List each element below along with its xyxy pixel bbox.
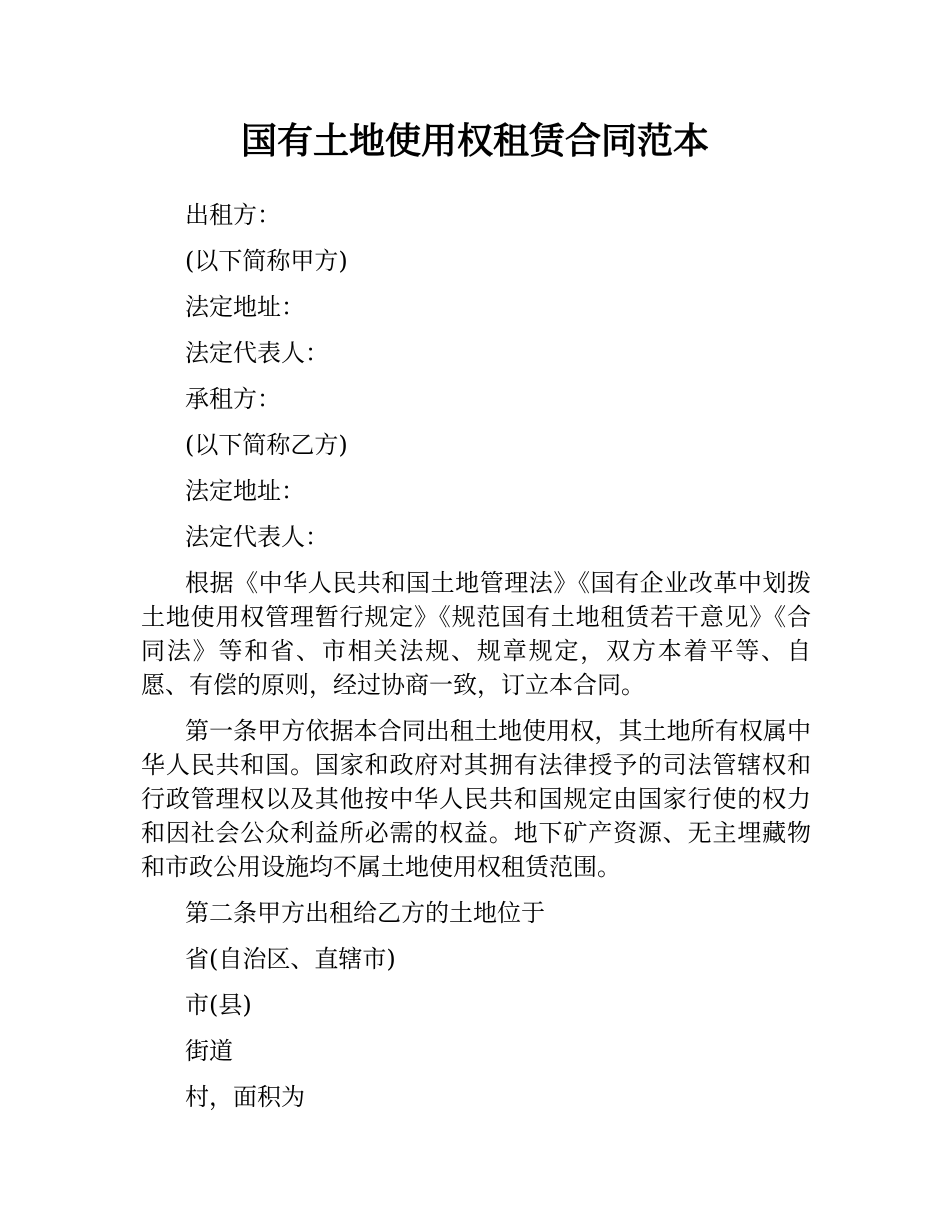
paragraph-legal-basis: 根据《中华人民共和国土地管理法》《国有企业改革中划拨土地使用权管理暂行规定》《规范国有土地租赁若干意见》《合同法》等和省、市相关法规、规章规定，双方本着平等、自愿、有偿的原则，经过协商一致，订立本合同。 xyxy=(141,569,811,699)
paragraph-lessee-address: 法定地址： xyxy=(185,477,305,505)
paragraph-lessor-representative: 法定代表人： xyxy=(185,339,329,367)
paragraph-lessor-alias: (以下简称甲方) xyxy=(185,247,348,275)
document-title: 国有土地使用权租赁合同范本 xyxy=(240,121,709,162)
document-body xyxy=(141,198,811,1126)
paragraph-lessor-address: 法定地址： xyxy=(185,293,305,321)
paragraph-city: 市(县) xyxy=(185,991,252,1019)
paragraph-article-1: 第一条甲方依据本合同出租土地使用权，其土地所有权属中华人民共和国。国家和政府对其拥有法律授予的司法管辖权和行政管理权以及其他按中华人民共和国规定由国家行使的权力和因社会公众利益所必需的权益。地下矿产资源、无主埋藏物和市政公用设施均不属土地使用权租赁范围。 xyxy=(141,717,811,881)
paragraph-article-2: 第二条甲方出租给乙方的土地位于 xyxy=(185,899,545,927)
paragraph-lessee-alias: (以下简称乙方) xyxy=(185,431,348,459)
paragraph-lessee-representative: 法定代表人： xyxy=(185,523,329,551)
paragraph-province: 省(自治区、直辖市) xyxy=(185,945,396,973)
paragraph-lessee: 承租方： xyxy=(185,385,281,413)
paragraph-village-area: 村，面积为 xyxy=(185,1083,305,1111)
paragraph-street: 街道 xyxy=(185,1037,233,1065)
paragraph-lessor: 出租方： xyxy=(185,201,281,229)
